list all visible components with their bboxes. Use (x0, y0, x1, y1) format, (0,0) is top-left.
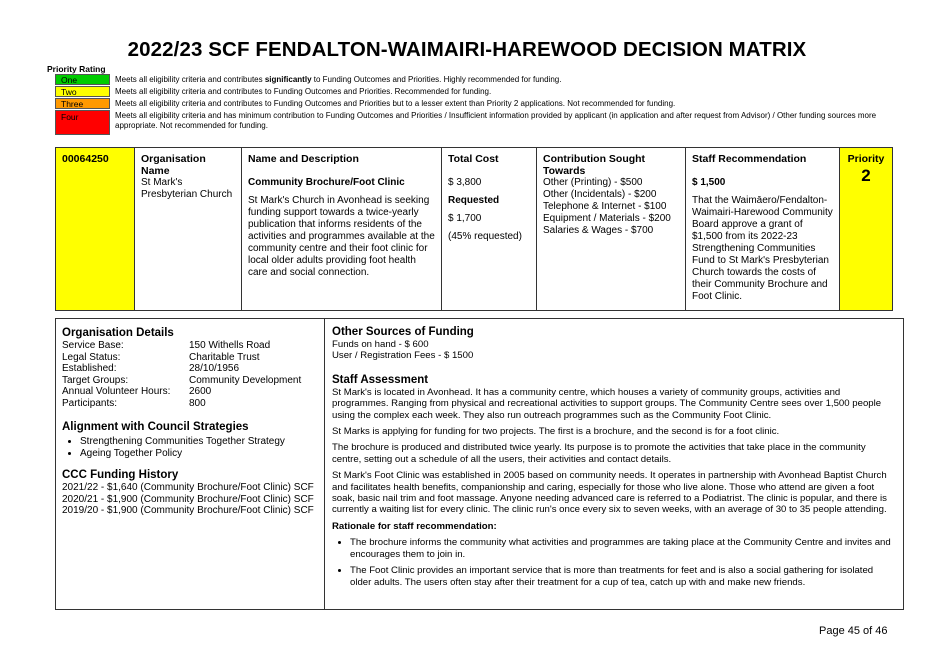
alignment-item: • Ageing Together Policy (80, 448, 318, 460)
priority-cell (840, 148, 892, 310)
contribution-item: Other (Printing) - $500 (543, 177, 643, 188)
priority-four-label: Four (61, 112, 79, 122)
priority-one-label: One (61, 75, 78, 85)
other-sources-heading: Other Sources of Funding (332, 326, 474, 338)
detail-row: Participants: 800 (62, 397, 206, 409)
priority-one-description: Meets all eligibility criteria and contributes significantly to Funding Outcomes and Priorities. Highly recommended for funding. (115, 75, 562, 84)
priority-four-swatch (55, 110, 110, 135)
requested-amount: $ 1,700 (448, 213, 482, 224)
funding-history-item: 2019/20 - $1,900 (Community Brochure/Foot Clinic) SCF (62, 505, 314, 516)
application-id-cell (56, 148, 135, 310)
page-number: Page 45 of 46 (819, 625, 888, 637)
application-table (55, 147, 893, 311)
name-description-cell (242, 148, 442, 310)
project-description: St Mark's Church in Avonhead is seeking funding support towards a twice-yearly publication that informs residents of the activities and programmes available at the community centre and their foot clinic for local older adults providing foot health care and social connection. (248, 195, 435, 278)
org-header: Organisation Name (141, 153, 206, 177)
funding-history-item: 2020/21 - $1,900 (Community Brochure/Foot Clinic) SCF (62, 493, 314, 505)
assessment-paragraph: The brochure is produced and distributed twice yearly. Its purpose is to promote the activities that take place in the community centre, setting out a schedule of all the users, their activities and contact details. (332, 442, 866, 465)
project-name: Community Brochure/Foot Clinic (248, 177, 405, 188)
recommended-amount: $ 1,500 (692, 177, 726, 188)
organisation-details-pane (56, 319, 325, 609)
assessment-paragraph: St Marks is applying for funding for two projects. The first is a brochure, and the second is for a foot clinic. (332, 426, 780, 438)
total-cost-header: Total Cost (448, 153, 499, 165)
contribution-item: Equipment / Materials - $200 (543, 213, 671, 224)
recommendation-text: That the Waimāero/Fendalton-Waimairi-Harewood Community Board approve a grant of $1,500 from its 2022-23 Strengthening Communities Fund to St Mark's Presbyterian Church towards the costs of their Community Brochure and Foot Clinic. (692, 195, 833, 302)
priority-one-swatch (55, 74, 110, 85)
priority-three-description: Meets all eligibility criteria and contributes to Funding Outcomes and Priorities but to a lesser extent than Priority 2 applications. Not recommended for funding. (115, 99, 676, 108)
detail-row: Service Base: 150 Withells Road (62, 340, 271, 351)
assessment-paragraph: St Mark's Foot Clinic was established in 2005 based on community needs. It operates in partnership with Avonhead Baptist Church and facilitates health benefits, companionship and caring, especially for those who live alone. Those who attend are given a foot soak, basic nail trim and foot massage. Anyone needing advanced care is referred to a Podiatrist. The clinic is popular, and there is currently a waiting list for every clinic. The clinic run's once every six to seven weeks, with an average of 30 to 35 people attending. (332, 470, 887, 516)
total-cost: $ 3,800 (448, 177, 482, 188)
page-title: 2022/23 SCF FENDALTON-WAIMAIRI-HAREWOOD DECISION MATRIX (127, 38, 807, 61)
detail-row: Annual Volunteer Hours: 2600 (62, 386, 212, 397)
staff-recommendation-cell (686, 148, 840, 310)
contribution-item: Other (Incidentals) - $200 (543, 189, 657, 200)
name-desc-header: Name and Description (248, 153, 359, 165)
priority-three-swatch (55, 98, 110, 109)
priority-two-label: Two (61, 87, 77, 97)
funding-history-item: 2021/22 - $1,640 (Community Brochure/Foot Clinic) SCF (62, 482, 314, 493)
total-cost-cell (442, 148, 537, 310)
rationale-item: • The brochure informs the community what activities and programmes are taking place at the Community Centre and invites and encourages them to join in. (350, 537, 896, 560)
requested-percent: (45% requested) (448, 231, 522, 242)
detail-row: Legal Status: Charitable Trust (62, 351, 260, 363)
priority-three-label: Three (61, 99, 84, 109)
contribution-item: Salaries & Wages - $700 (543, 225, 654, 236)
details-panel (55, 318, 904, 610)
requested-label: Requested (448, 195, 500, 206)
contribution-header: Contribution Sought Towards (543, 153, 646, 177)
org-details-heading: Organisation Details (62, 327, 174, 339)
organisation-cell (135, 148, 242, 310)
priority-two-swatch (55, 86, 110, 97)
priority-two-description: Meets all eligibility criteria and contributes to Funding Outcomes and Priorities. Recommended for funding. (115, 87, 492, 96)
staff-assessment-heading: Staff Assessment (332, 373, 429, 386)
rationale-item: • The Foot Clinic provides an important service that is more than treatments for feet and is also a social gathering for isolated older adults. The users often stay after their treatment for a cup of tea, catch up with and make new friends. (350, 565, 896, 588)
priority-value: 2 (861, 166, 871, 185)
priority-four-description: Meets all eligibility criteria and has minimum contribution to Funding Outcomes and Priorities / Insufficient information provided by applicant (in application and after request from Advisor) / Other funding sources more appropriate. Not recommended for funding. (115, 111, 877, 130)
contribution-item: Telephone & Internet - $100 (543, 201, 667, 212)
application-id: 00064250 (62, 153, 109, 165)
alignment-heading: Alignment with Council Strategies (62, 421, 249, 433)
staff-rec-header: Staff Recommendation (692, 153, 807, 165)
funding-history-heading: CCC Funding History (62, 469, 179, 481)
detail-row: Target Groups: Community Development (62, 374, 302, 386)
assessment-paragraph: St Mark's is located in Avonhead. It has a community centre, which houses a variety of community groups, activities and programmes. Ranging from physical and recreational activities to support groups. The Community Centre sees over 1,500 people using the complex each week. They also run outreach programmes such as the Community Foot Clinic. (332, 386, 882, 421)
other-source-item: User / Registration Fees - $ 1500 (332, 350, 474, 362)
org-name: St Mark's Presbyterian Church (141, 177, 233, 200)
detail-row: Established: 28/10/1956 (62, 363, 240, 374)
contribution-cell (537, 148, 686, 310)
assessment-pane (325, 319, 903, 609)
rationale-heading: Rationale for staff recommendation: (332, 520, 497, 532)
alignment-item: • Strengthening Communities Together Strategy (80, 436, 318, 448)
other-source-item: Funds on hand - $ 600 (332, 339, 429, 350)
priority-rating-label: Priority Rating (47, 64, 106, 74)
priority-header: Priority (847, 153, 885, 165)
